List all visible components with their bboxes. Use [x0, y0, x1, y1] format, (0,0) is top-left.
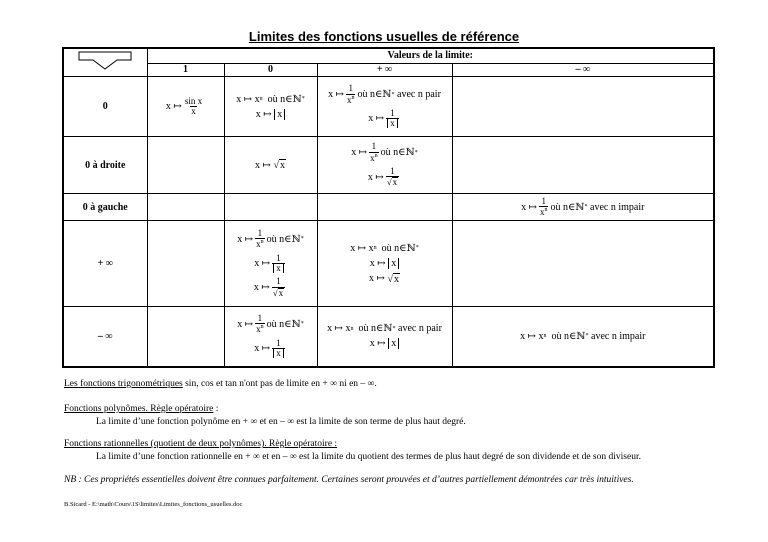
table-row: [63, 194, 714, 221]
expr-one-over-x-power-n: x ↦ $\frac{1}{x^n}$ où n∈ℕ *: [237, 227, 304, 250]
cell-0-limit-0: [224, 77, 317, 137]
note-rat-text: La limite d’une fonction rationnelle en + ∞ et en – ∞ est la limite du quotient des termes de plus haut degré de son dividende et de son diviseur.: [96, 452, 641, 462]
cell-0r-limit-minus-infinity: [452, 137, 714, 194]
corner-arrow-cell: [63, 48, 147, 77]
cell-0l-limit-1: [147, 194, 224, 221]
down-arrow-icon: [65, 49, 145, 73]
nb-label: NB: [64, 475, 77, 485]
expr-sqrt-x: x ↦ √ x: [369, 273, 399, 285]
note-trig-text: sin, cos et tan n'ont pas de limite en + ∞ ni en – ∞.: [182, 379, 377, 389]
page-title: Limites des fonctions usuelles de référence: [248, 29, 520, 44]
cell-0l-limit-plus-infinity: [317, 194, 452, 221]
cell-0r-limit-plus-infinity: [317, 137, 452, 194]
row-label-minus-infinity: – ∞: [63, 307, 147, 367]
note-trig-title: Les fonctions trigonométriques: [64, 379, 183, 389]
nb-text: : Ces propriétés essentielles doivent être connues parfaitement. Certaines seront prouvées et d’autres partiellement démontrées car très intuitives.: [76, 475, 634, 485]
expr-one-over-sqrt-x: x ↦ 1 √ x: [367, 166, 398, 188]
expr-sqrt-x: x ↦ √ x: [255, 159, 285, 171]
cell-minf-limit-minus-infinity: [452, 307, 714, 367]
expr-one-over-x-power-n-odd: x ↦ $\frac{1}{x^n}$ où n∈ℕ * avec n impair: [521, 195, 645, 217]
cell-minf-limit-0: [224, 307, 317, 367]
expr-x-power-n-odd: x ↦ x n où n∈ℕ * avec n impair: [520, 330, 646, 342]
cell-0l-limit-0: [224, 194, 317, 221]
expr-x-power-n: x ↦ x n où n∈ℕ *: [236, 93, 305, 105]
cell-pinf-limit-minus-infinity: [452, 221, 714, 307]
row-label-0-right: 0 à droite: [63, 137, 147, 194]
cell-0-limit-1: [147, 77, 224, 137]
group-header: Valeurs de la limite:: [147, 48, 714, 63]
expr-sinx-over-x: x ↦ $\frac{\text{sin x}}{x}$: [165, 95, 203, 116]
table-row: [63, 77, 714, 137]
note-nb: [64, 475, 634, 485]
limits-table: [62, 47, 715, 368]
column-header-minus-infinity: – ∞: [452, 63, 714, 76]
row-label-0-left: 0 à gauche: [63, 194, 147, 221]
expr-one-over-x-power-n: x ↦ $\frac{1}{x^n}$ où n∈ℕ *: [237, 312, 304, 335]
footer-path: B.Sicard - E:\math\Cours\1S\limites\Limites_fonctions_usuelles.doc: [64, 501, 243, 508]
note-poly-text: La limite d’une fonction polynôme en + ∞ et en – ∞ est la limite de son terme de plus haut degré.: [96, 417, 466, 427]
table-row: [63, 221, 714, 307]
column-header-plus-infinity: + ∞: [317, 63, 452, 76]
cell-0r-limit-0: [224, 137, 317, 194]
note-poly-title: Fonctions polynômes. Règle opératoire: [64, 404, 214, 414]
expr-one-over-abs-x: x ↦ $\frac{1}{x}$: [254, 339, 286, 359]
column-header-1: 1: [147, 63, 224, 76]
expr-one-over-x-power-n-even: x ↦ $\frac{1}{x^n}$ où n∈ℕ * avec n pair: [328, 83, 441, 105]
note-rat-title: Fonctions rationnelles (quotient de deux polynômes). Règle opératoire :: [64, 439, 338, 449]
expr-x-power-n: x ↦ x n où n∈ℕ *: [350, 242, 419, 254]
expr-abs-x: x ↦ x: [256, 109, 285, 120]
expr-one-over-abs-x: x ↦ $\frac{1}{x}$: [368, 109, 400, 129]
expr-x-power-n-even: x ↦ x n où n∈ℕ * avec n pair: [327, 323, 442, 335]
cell-0-limit-minus-infinity: [452, 77, 714, 137]
cell-minf-limit-1: [147, 307, 224, 367]
cell-minf-limit-plus-infinity: [317, 307, 452, 367]
expr-abs-x: x ↦ x: [370, 258, 399, 269]
table-row: [63, 307, 714, 367]
expr-abs-x: x ↦ x: [370, 338, 399, 349]
note-rational: [64, 438, 754, 464]
expr-one-over-x-power-n: x ↦ $\frac{1}{x^n}$ où n∈ℕ *: [351, 141, 418, 163]
note-trigonometric: [64, 378, 754, 391]
cell-0l-limit-minus-infinity: [452, 194, 714, 221]
cell-pinf-limit-0: [224, 221, 317, 307]
column-header-0: 0: [224, 63, 317, 76]
row-label-0: 0: [63, 77, 147, 137]
cell-0-limit-plus-infinity: [317, 77, 452, 137]
cell-pinf-limit-1: [147, 221, 224, 307]
expr-one-over-sqrt-x: x ↦ 1 √ x: [253, 276, 284, 298]
cell-pinf-limit-plus-infinity: [317, 221, 452, 307]
table-row: [63, 137, 714, 194]
note-polynomial: Fonctions polynômes. Règle opératoire : La limite d’une fonction polynôme en + ∞ et en – ∞ est la limite de son terme de plus haut degré.: [64, 403, 754, 429]
expr-one-over-abs-x: x ↦ $\frac{1}{x}$: [254, 254, 286, 274]
cell-0r-limit-1: [147, 137, 224, 194]
row-label-plus-infinity: + ∞: [63, 221, 147, 307]
